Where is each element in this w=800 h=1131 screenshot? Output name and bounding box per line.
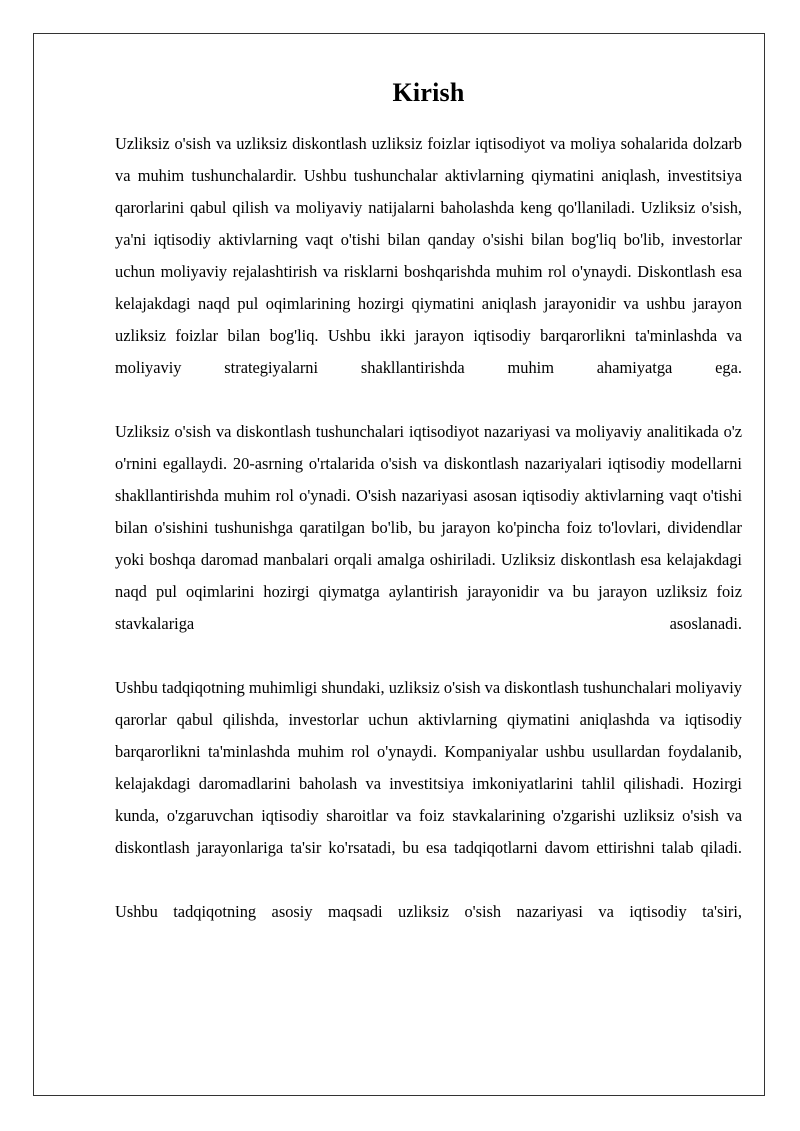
- page-title: Kirish: [392, 78, 465, 107]
- paragraph-1: Uzliksiz o'sish va uzliksiz diskontlash uzliksiz foizlar iqtisodiyot va moliya sohalarida dolzarb va muhim tushunchalardir. Ushbu tushunchalar aktivlarning qiymatini aniqlash, investitsiya qarorlarini qabul qilish va moliyaviy natijalarni baholashda keng qo'llaniladi. Uzliksiz o'sish, ya'ni iqtisodiy aktivlarning vaqt o'tishi bilan qanday o'sishi bilan bog'liq bo'lib, investorlar uchun moliyaviy rejalashtirish va risklarni boshqarishda muhim rol o'ynaydi. Diskontlash esa kelajakdagi naqd pul oqimlarining hozirgi qiymatini aniqlash jarayonidir va ushbu jarayon uzliksiz foizlar bilan bog'liq. Ushbu ikki jarayon iqtisodiy barqarorlikni ta'minlashda va moliyaviy strategiyalarni shakllantirishda muhim ahamiyatga ega.: [115, 134, 742, 377]
- paragraph-3: Ushbu tadqiqotning muhimligi shundaki, uzliksiz o'sish va diskontlash tushunchalari moliyaviy qarorlar qabul qilishda, investorlar uchun aktivlarning qiymatini aniqlashda va iqtisodiy barqarorlikni ta'minlashda muhim rol o'ynaydi. Kompaniyalar ushbu usullardan foydalanib, kelajakdagi daromadlarini baholash va investitsiya imkoniyatlarini tahlil qilishadi. Hozirgi kunda, o'zgaruvchan iqtisodiy sharoitlar va foiz stavkalarining o'zgarishi uzliksiz o'sish va diskontlash jarayonlariga ta'sir ko'rsatadi, bu esa tadqiqotlarni davom ettirishni talab qiladi.: [115, 678, 742, 857]
- page-content: [115, 76, 742, 928]
- paragraph-2: Uzliksiz o'sish va diskontlash tushunchalari iqtisodiyot nazariyasi va moliyaviy analitikada o'z o'rnini egallaydi. 20-asrning o'rtalarida o'sish va diskontlash nazariyalari iqtisodiy modellarni shakllantirishda muhim rol o'ynadi. O'sish nazariyasi asosan iqtisodiy aktivlarning vaqt o'tishi bilan o'sishini tushunishga qaratilgan bo'lib, bu jarayon ko'pincha foiz to'lovlari, dividendlar yoki boshqa daromad manbalari orqali amalga oshiriladi. Uzliksiz diskontlash esa kelajakdagi naqd pul oqimlarini hozirgi qiymatga aylantirish jarayonidir va bu jarayon uzliksiz foiz stavkalariga asoslanadi.: [115, 422, 742, 633]
- paragraph-4: Ushbu tadqiqotning asosiy maqsadi uzliksiz o'sish nazariyasi va iqtisodiy ta'siri,: [115, 902, 742, 921]
